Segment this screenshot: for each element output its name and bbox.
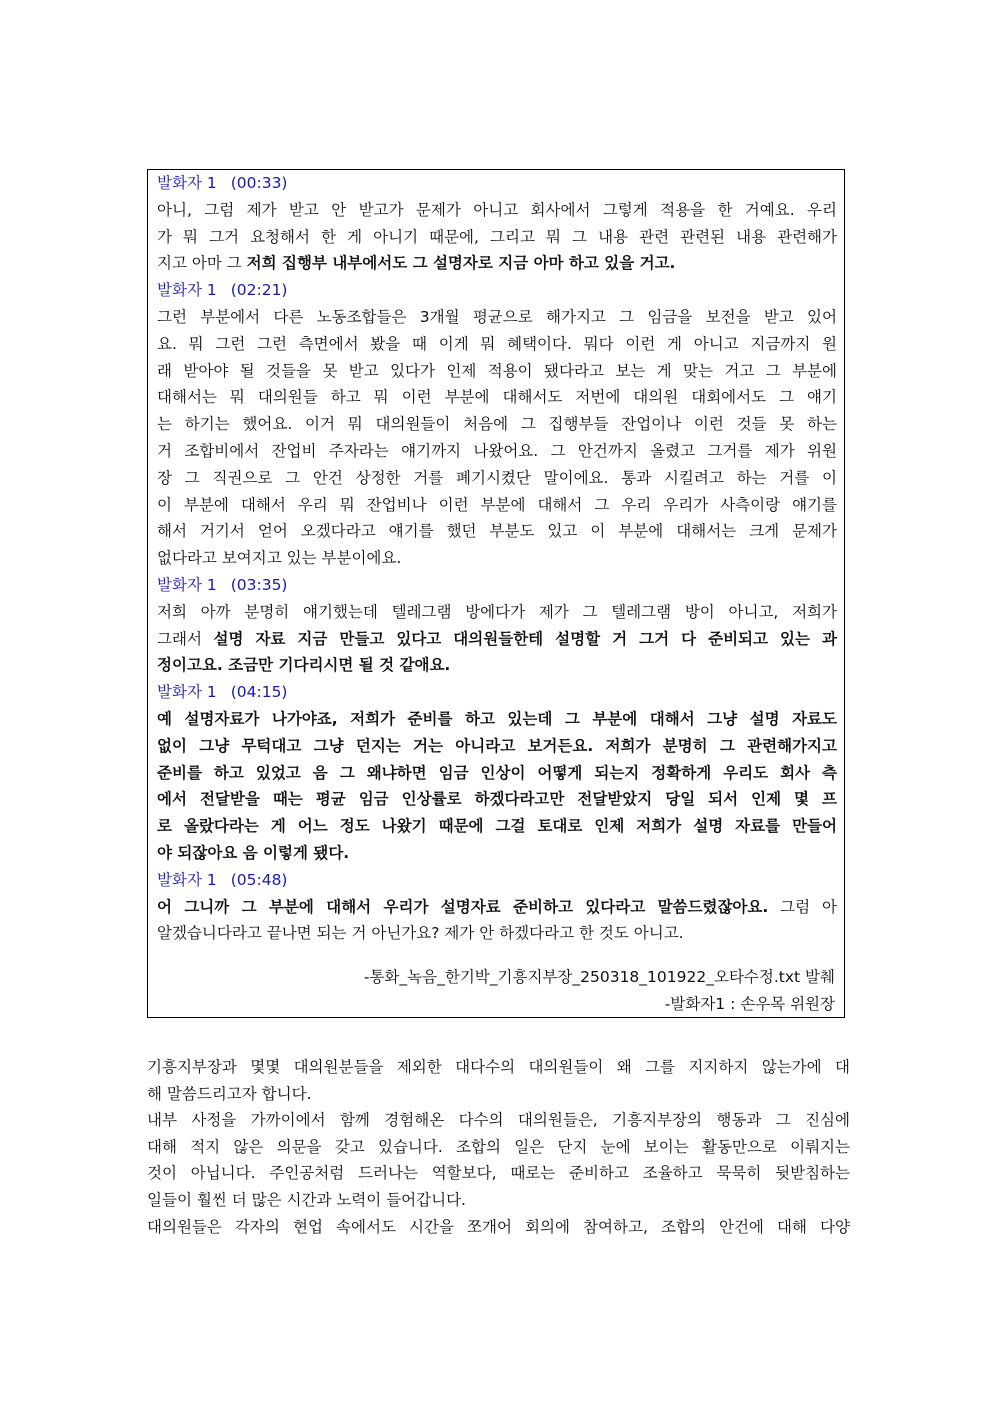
- speaker-label: 발화자 1 (02:21): [157, 281, 288, 300]
- body-line: 일들이 훨씬 더 많은 시간과 노력이 들어갑니다.: [147, 1190, 466, 1209]
- transcript-line: 로 올랐다라는 게 어느 정도 나왔기 때문에 그걸 토대로 인제 저희가 설명 자료를 만들어: [157, 817, 837, 836]
- body-line: 기흥지부장과 몇몇 대의원분들을 제외한 대다수의 대의원들이 왜 그를 지지하지 않는가에 대: [147, 1058, 850, 1076]
- transcript-box: [147, 169, 845, 1018]
- transcript-line: 지고 아마 그 저희 집행부 내부에서도 그 설명자로 지금 아마 하고 있을 거고.: [157, 254, 676, 273]
- body-line: 것이 아닙니다. 주인공처럼 드러나는 역할보다, 때로는 준비하고 조율하고 묵묵히 뒷받침하는: [147, 1164, 850, 1183]
- transcript-line: 는 하기는 했어요. 이거 뭐 대의원들이 처음에 그 집행부들 잔업이나 이런 것들 못 하는: [157, 415, 837, 434]
- source-file-line: -통화_녹음_한기박_기흥지부장_250318_101922_오타수정.txt 발췌: [363, 968, 835, 986]
- transcript-line: 가 뭐 그거 요청해서 한 게 아니기 때문에, 그리고 뭐 그 내용 관련 관련된 내용 관련해가: [157, 227, 837, 246]
- speaker-label: 발화자 1 (04:15): [157, 683, 288, 702]
- transcript-line: 준비를 하고 있었고 음 그 왜냐하면 임금 인상이 어떻게 되는지 정확하게 우리도 회사 측: [157, 763, 837, 782]
- transcript-content: [157, 170, 837, 947]
- speaker-label: 발화자 1 (00:33): [157, 174, 288, 192]
- transcript-line: 해서 거기서 얻어 오겠다라고 얘기를 했던 부분도 있고 이 부분에 대해서는 크게 문제가: [157, 522, 837, 541]
- transcript-line: 래 받아야 될 것들을 못 받고 있다가 인제 적용이 됐다라고 보는 게 맞는 거고 그 부분에: [157, 361, 837, 380]
- body-line: 대해 적지 않은 의문을 갖고 있습니다. 조합의 일은 단지 눈에 보이는 활동만으로 이뤄지는: [147, 1137, 850, 1156]
- body-line: 대의원들은 각자의 현업 속에서도 시간을 쪼개어 회의에 참여하고, 조합의 안건에 대해 다양: [147, 1217, 850, 1236]
- transcript-line: 그런 부분에서 다른 노동조합들은 3개월 평균으로 해가지고 그 임금을 보전을 받고 있어: [157, 307, 837, 326]
- body-line: 해 말씀드리고자 합니다.: [147, 1084, 312, 1103]
- speaker-label: 발화자 1 (03:35): [157, 575, 288, 594]
- transcript-line: 그래서 설명 자료 지금 만들고 있다고 대의원들한테 설명할 거 그거 다 준비되고 있는 과: [157, 629, 837, 648]
- transcript-line: 없다라고 보여지고 있는 부분이에요.: [157, 549, 402, 568]
- transcript-line: 야 되잖아요 음 이렇게 됐다.: [157, 843, 350, 862]
- transcript-line: 저희 아까 분명히 얘기했는데 텔레그램 방에다가 제가 그 텔레그램 방이 아니고, 저희가: [157, 602, 837, 621]
- transcript-line: 에서 전달받을 때는 평균 임금 인상률로 하겠다라고만 전달받았지 당일 되서 인제 몇 프: [157, 790, 837, 809]
- transcript-line: 장 그 직권으로 그 안건 상정한 거를 폐기시켰단 말이에요. 통과 시킬려고 하는 거를 이: [157, 468, 837, 487]
- source-speaker-line: -발화자1 : 손우목 위원장: [664, 994, 835, 1013]
- transcript-line: 요. 뭐 그런 그런 측면에서 봤을 때 이게 뭐 혜택이다. 뭐다 이런 게 아니고 지금까지 원: [157, 334, 837, 353]
- body-line: 내부 사정을 가까이에서 함께 경험해온 다수의 대의원들은, 기흥지부장의 행동과 그 진심에: [147, 1111, 850, 1130]
- transcript-line: 알겠습니다라고 끝나면 되는 거 아닌가요? 제가 안 하겠다라고 한 것도 아니고.: [157, 924, 684, 943]
- transcript-line: 이 부분에 대해서 우리 뭐 잔업비나 이런 부분에 대해서 그 우리 우리가 사측이랑 얘기를: [157, 495, 837, 514]
- transcript-line: 없이 그냥 무턱대고 그냥 던지는 거는 아니라고 보거든요. 저희가 분명히 그 관련해가지고: [157, 736, 837, 755]
- transcript-line: 정이고요. 조금만 기다리시면 될 것 같애요.: [157, 656, 451, 675]
- speaker-label: 발화자 1 (05:48): [157, 870, 288, 889]
- transcript-line: 아니, 그럼 제가 받고 안 받고가 문제가 아니고 회사에서 그렇게 적용을 한 거예요. 우리: [157, 200, 837, 219]
- transcript-line: 예 설명자료가 나가야죠, 저희가 준비를 하고 있는데 그 부분에 대해서 그냥 설명 자료도: [157, 709, 837, 728]
- transcript-line: 어 그니까 그 부분에 대해서 우리가 설명자료 준비하고 있다라고 말씀드렸잖아요. 그럼 아: [157, 897, 837, 916]
- source-citation: [364, 964, 835, 1018]
- transcript-line: 대해서는 뭐 대의원들 하고 뭐 이런 부분에 대해서도 저번에 대의원 대회에서도 그 얘기: [157, 388, 837, 407]
- body-paragraphs: [147, 1054, 850, 1240]
- transcript-line: 거 조합비에서 잔업비 주자라는 얘기까지 나왔어요. 그 안건까지 올렸고 그거를 제가 위원: [157, 441, 837, 460]
